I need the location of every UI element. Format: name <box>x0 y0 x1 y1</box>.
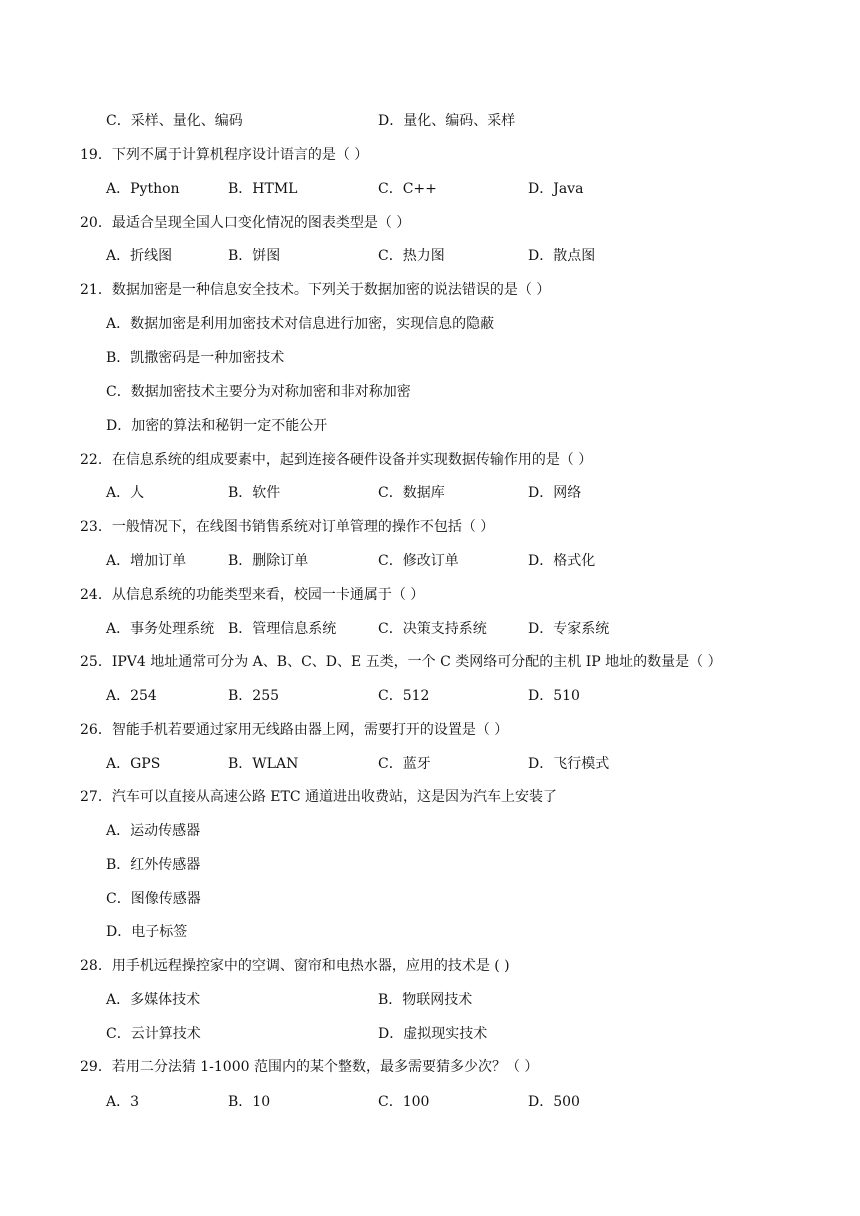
q29-option-d: D．500 <box>528 1094 580 1110</box>
q19-option-d: D．Java <box>528 181 584 197</box>
q22-option-b: B．软件 <box>228 485 281 501</box>
q27-stem: 27．汽车可以直接从高速公路 ETC 通道进出收费站，这是因为汽车上安装了 <box>80 789 557 805</box>
q24-option-c: C．决策支持系统 <box>378 621 487 637</box>
q29-option-b: B．10 <box>228 1094 271 1110</box>
q21-option-d: D．加密的算法和秘钥一定不能公开 <box>106 418 328 434</box>
q23-option-b: B．删除订单 <box>228 553 309 569</box>
q24-option-a: A．事务处理系统 <box>106 621 215 637</box>
q26-option-a: A．GPS <box>106 756 161 772</box>
q29-option-a: A．3 <box>106 1094 140 1110</box>
q26-option-d: D．飞行模式 <box>528 756 610 772</box>
q28-option-a: A．多媒体技术 <box>106 992 201 1008</box>
q20-option-c: C．热力图 <box>378 248 445 264</box>
q28-option-b: B．物联网技术 <box>378 992 473 1008</box>
q28-options-row1 <box>0 990 860 1010</box>
q28-stem: 28．用手机远程操控家中的空调、窗帘和电热水器，应用的技术是 ( ) <box>80 958 510 974</box>
q29-option-c: C．100 <box>378 1094 430 1110</box>
q25-option-d: D．510 <box>528 688 580 704</box>
q28-option-d: D．虚拟现实技术 <box>378 1026 488 1042</box>
q26-stem: 26．智能手机若要通过家用无线路由器上网，需要打开的设置是（ ） <box>80 722 509 738</box>
q26-options <box>0 754 860 774</box>
q21-option-c: C．数据加密技术主要分为对称加密和非对称加密 <box>106 384 411 400</box>
q23-options <box>0 551 860 571</box>
q22-option-c: C．数据库 <box>378 485 445 501</box>
q23-stem: 23．一般情况下，在线图书销售系统对订单管理的操作不包括（ ） <box>80 519 495 535</box>
q23-option-a: A．增加订单 <box>106 553 187 569</box>
q24-stem: 24．从信息系统的功能类型来看，校园一卡通属于（ ） <box>80 587 425 603</box>
q24-option-d: D．专家系统 <box>528 621 610 637</box>
q28-options-row2 <box>0 1024 860 1044</box>
q28-option-c: C．云计算技术 <box>106 1026 201 1042</box>
q21-option-b: B．凯撒密码是一种加密技术 <box>106 350 285 366</box>
q24-options <box>0 619 860 639</box>
q19-stem: 19．下列不属于计算机程序设计语言的是（ ） <box>80 147 369 163</box>
q20-option-b: B．饼图 <box>228 248 281 264</box>
q29-stem: 29．若用二分法猜 1-1000 范围内的某个整数，最多需要猜多少次？（ ） <box>80 1059 539 1075</box>
q19-option-a: A．Python <box>106 181 180 197</box>
q24-option-b: B．管理信息系统 <box>228 621 337 637</box>
q25-options <box>0 686 860 706</box>
q19-option-b: B．HTML <box>228 181 298 197</box>
q26-option-b: B．WLAN <box>228 756 299 772</box>
q20-options <box>0 246 860 266</box>
q22-option-a: A．人 <box>106 485 145 501</box>
q22-option-d: D．网络 <box>528 485 582 501</box>
q20-option-d: D．散点图 <box>528 248 596 264</box>
q25-option-a: A．254 <box>106 688 157 704</box>
q22-stem: 22．在信息系统的组成要素中，起到连接各硬件设备并实现数据传输作用的是（ ） <box>80 452 593 468</box>
q19-options <box>0 179 860 199</box>
q29-options <box>0 1092 860 1112</box>
q25-option-c: C．512 <box>378 688 430 704</box>
q27-option-b: B．红外传感器 <box>106 857 201 873</box>
q22-options <box>0 483 860 503</box>
q18-option-c: C．采样、量化、编码 <box>106 113 243 129</box>
q20-option-a: A．折线图 <box>106 248 173 264</box>
q27-option-c: C．图像传感器 <box>106 891 201 907</box>
q21-option-a: A．数据加密是利用加密技术对信息进行加密，实现信息的隐蔽 <box>106 316 495 332</box>
q27-option-d: D．电子标签 <box>106 924 188 940</box>
q25-option-b: B．255 <box>228 688 280 704</box>
q26-option-c: C．蓝牙 <box>378 756 431 772</box>
q18-option-d: D．量化、编码、采样 <box>378 113 516 129</box>
q27-option-a: A．运动传感器 <box>106 823 201 839</box>
q20-stem: 20．最适合呈现全国人口变化情况的图表类型是（ ） <box>80 215 411 231</box>
q18-options <box>0 111 860 131</box>
q21-stem: 21．数据加密是一种信息安全技术。下列关于数据加密的说法错误的是（ ） <box>80 282 551 298</box>
q19-option-c: C．C++ <box>378 181 437 197</box>
q25-stem: 25．IPV4 地址通常可分为 A、B、C、D、E 五类，一个 C 类网络可分配的主机 IP 地址的数量是（ ） <box>80 654 722 670</box>
q23-option-c: C．修改订单 <box>378 553 459 569</box>
q23-option-d: D．格式化 <box>528 553 596 569</box>
